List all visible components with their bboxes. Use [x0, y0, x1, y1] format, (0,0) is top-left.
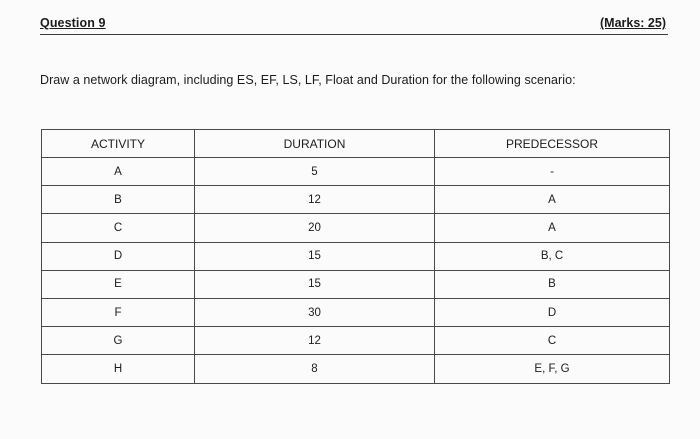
table-row	[42, 214, 670, 242]
table-row	[42, 242, 670, 270]
predecessor-cell: B	[435, 270, 670, 298]
table-row	[42, 298, 670, 326]
column-header-duration: DURATION	[195, 130, 435, 158]
marks-label: (Marks: 25)	[600, 16, 666, 30]
activity-cell: G	[42, 327, 195, 355]
activity-cell: D	[42, 242, 195, 270]
question-header	[40, 14, 668, 35]
column-header-predecessor: PREDECESSOR	[435, 130, 670, 158]
activity-cell: H	[42, 355, 195, 383]
question-title: Question 9	[40, 16, 106, 30]
activity-cell: E	[42, 270, 195, 298]
duration-cell: 12	[195, 327, 435, 355]
predecessor-cell: C	[435, 327, 670, 355]
predecessor-cell: B, C	[435, 242, 670, 270]
activity-cell: A	[42, 158, 195, 186]
predecessor-cell: A	[435, 186, 670, 214]
duration-cell: 8	[195, 355, 435, 383]
predecessor-cell: A	[435, 214, 670, 242]
table-header-row	[42, 130, 670, 158]
predecessor-cell: D	[435, 298, 670, 326]
predecessor-cell: -	[435, 158, 670, 186]
predecessor-cell: E, F, G	[435, 355, 670, 383]
activity-table	[41, 129, 670, 384]
duration-cell: 15	[195, 270, 435, 298]
activity-cell: C	[42, 214, 195, 242]
duration-cell: 15	[195, 242, 435, 270]
table-row	[42, 158, 670, 186]
table-row	[42, 355, 670, 383]
table-row	[42, 327, 670, 355]
instruction-text: Draw a network diagram, including ES, EF, LS, LF, Float and Duration for the following scenario:	[40, 73, 576, 87]
duration-cell: 30	[195, 298, 435, 326]
activity-cell: B	[42, 186, 195, 214]
activity-cell: F	[42, 298, 195, 326]
duration-cell: 5	[195, 158, 435, 186]
table-row	[42, 186, 670, 214]
column-header-activity: ACTIVITY	[42, 130, 195, 158]
table-row	[42, 270, 670, 298]
duration-cell: 12	[195, 186, 435, 214]
duration-cell: 20	[195, 214, 435, 242]
